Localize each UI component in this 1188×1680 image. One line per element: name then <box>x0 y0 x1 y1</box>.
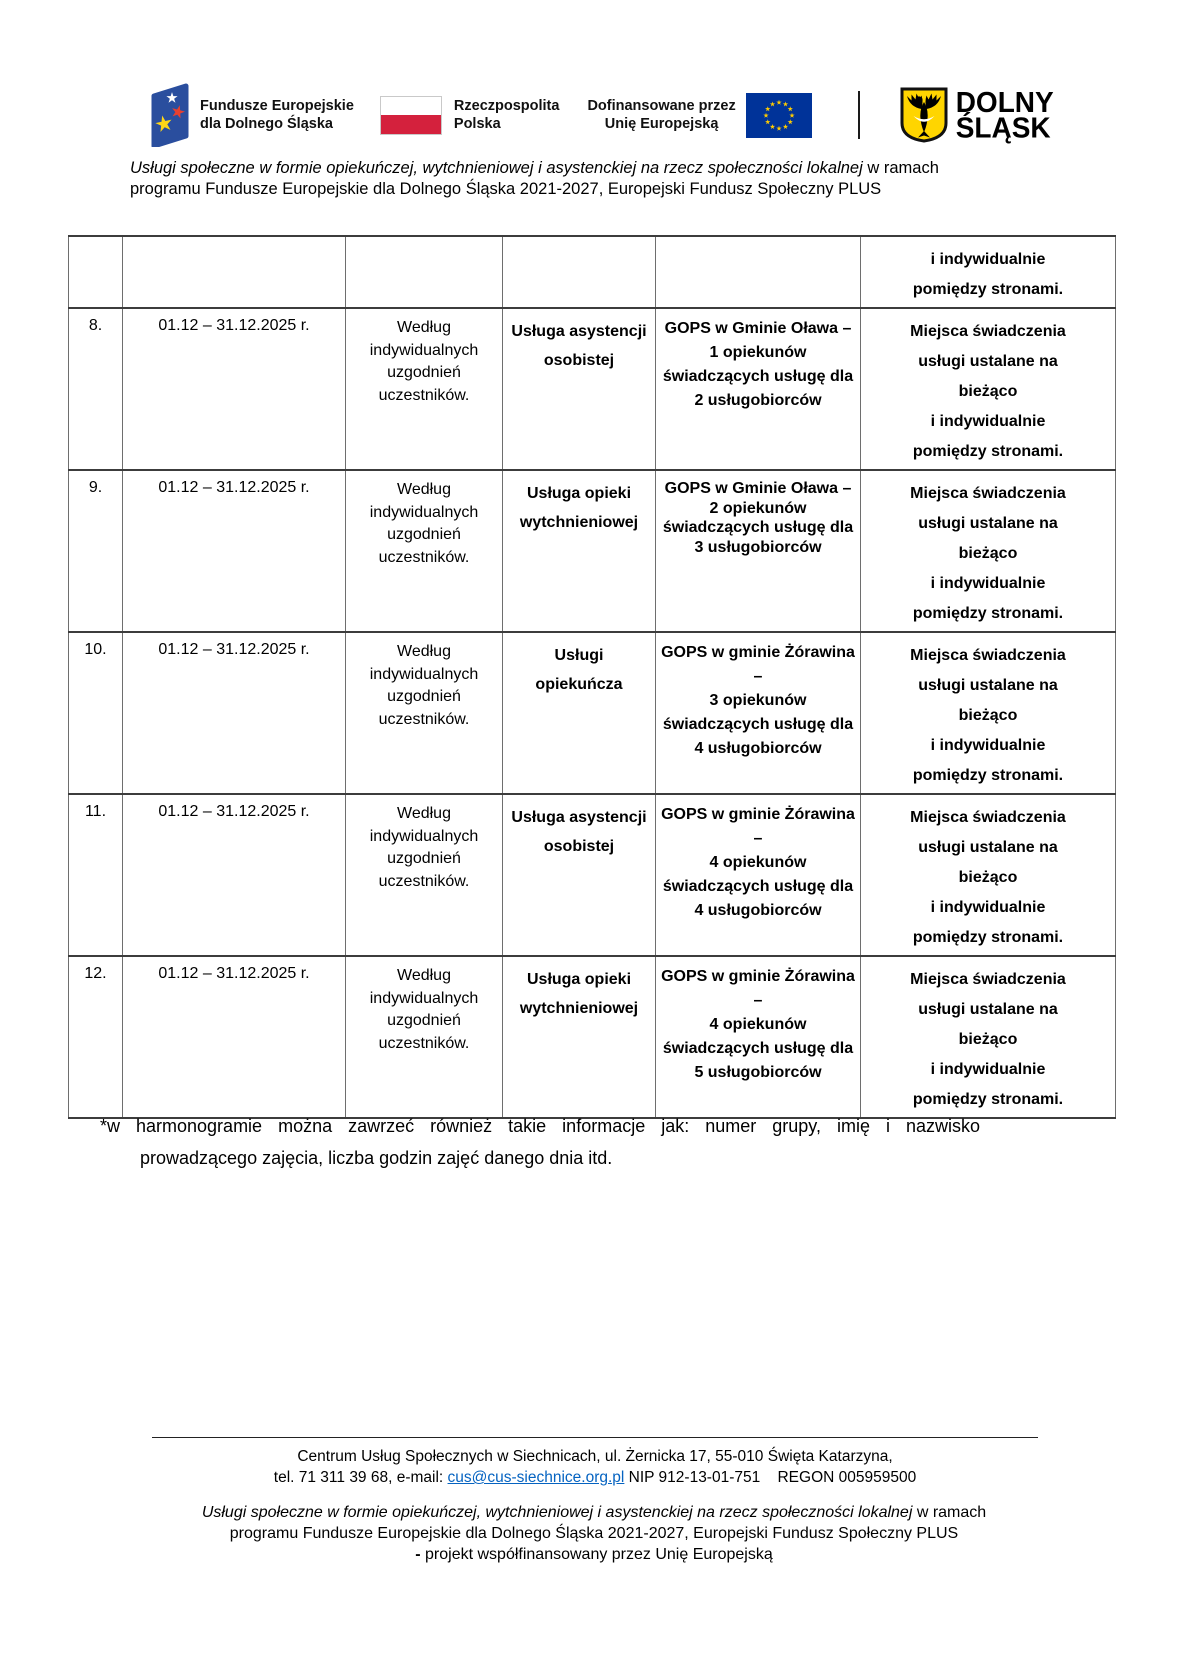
cell-line: usługi ustalane na <box>918 1001 1058 1018</box>
cell-line: indywidualnych <box>369 341 479 359</box>
cell-line: i indywidualnie <box>930 413 1046 430</box>
cell-line: bieżąco <box>958 869 1018 886</box>
cell-line: i indywidualnie <box>930 1061 1046 1078</box>
cell-line: uczestników. <box>378 710 470 728</box>
eu-funds-logo <box>148 83 354 147</box>
dolny-slask-logo <box>900 87 1054 143</box>
footer-contact-line <box>152 1467 1038 1488</box>
program-header-line1 <box>130 158 990 179</box>
cell-line: usługi ustalane na <box>918 515 1058 532</box>
cell-line: GOPS w gminie Żórawina <box>661 968 855 985</box>
schedule-table <box>68 235 1116 1119</box>
eu-cofunded-subtitle: Unię Europejską <box>604 116 719 132</box>
schedule-cell <box>346 956 503 1118</box>
program-title-italic: Usługi społeczne w formie opiekuńczej, wytchnieniowej i asystenckiej na rzecz społeczności lokalnej <box>130 159 863 177</box>
cell-line: 4 opiekunów <box>709 854 807 871</box>
header-logo-strip <box>148 82 1054 148</box>
cell-line: Według <box>397 319 451 336</box>
cell-line: wytchnieniowej <box>519 1000 639 1017</box>
cell-line: i indywidualnie <box>930 737 1046 754</box>
cell-line: bieżąco <box>958 707 1018 724</box>
cell-line: Miejsca świadczenia <box>910 323 1066 340</box>
cell-line: świadczących usługę dla <box>662 878 854 895</box>
dolny-slask-crest-icon <box>900 87 948 143</box>
row-number-cell: 11. <box>69 794 123 956</box>
cell-line: bieżąco <box>958 383 1018 400</box>
provider-cell <box>656 308 861 470</box>
cell-line: Usługa opieki <box>526 971 632 988</box>
provider-cell <box>656 632 861 794</box>
date-range-cell: 01.12 – 31.12.2025 r. <box>123 794 346 956</box>
cell-line: uczestników. <box>378 1034 470 1052</box>
cell-line: Miejsca świadczenia <box>910 485 1066 502</box>
cell-line: pomiędzy stronami. <box>912 929 1064 946</box>
carryover-service-cell <box>503 236 656 308</box>
date-range-cell: 01.12 – 31.12.2025 r. <box>123 308 346 470</box>
service-type-cell <box>503 308 656 470</box>
dolny-slask-title: DOLNY <box>955 86 1054 119</box>
eu-funds-flag-icon <box>148 83 190 147</box>
place-cell <box>861 794 1116 956</box>
carryover-place-cell <box>861 236 1116 308</box>
row-number-cell: 12. <box>69 956 123 1118</box>
provider-cell <box>656 956 861 1118</box>
cell-line: pomiędzy stronami. <box>912 281 1064 298</box>
cell-line: 3 usługobiorców <box>694 538 822 556</box>
service-type-cell <box>503 632 656 794</box>
cell-line: GOPS w gminie Żórawina <box>661 644 855 661</box>
footer-program <box>74 1502 1114 1565</box>
program-title-suffix: w ramach <box>862 159 939 177</box>
poland-logo-title: Rzeczpospolita <box>453 98 560 114</box>
carryover-provider-cell <box>656 236 861 308</box>
carryover-number-cell <box>69 236 123 308</box>
cell-line: usługi ustalane na <box>918 353 1058 370</box>
cell-line: Według <box>397 805 451 822</box>
cell-line: usługi ustalane na <box>918 839 1058 856</box>
cell-line: Usługa asystencji <box>511 323 647 340</box>
cell-line: uzgodnień <box>387 1012 461 1029</box>
cell-line: 3 opiekunów <box>709 692 807 709</box>
cell-line: pomiędzy stronami. <box>912 443 1064 460</box>
eu-cofunded-title: Dofinansowane przez <box>587 98 736 114</box>
cell-line: osobistej <box>543 838 615 855</box>
service-type-cell <box>503 470 656 632</box>
cell-line: indywidualnych <box>369 989 479 1007</box>
service-type-cell <box>503 794 656 956</box>
cell-line: indywidualnych <box>369 827 479 845</box>
cell-line: Miejsca świadczenia <box>910 809 1066 826</box>
cell-line: pomiędzy stronami. <box>912 605 1064 622</box>
eu-flag-icon <box>746 93 812 138</box>
footer-program-line1 <box>74 1502 1114 1523</box>
footer-divider <box>152 1437 1038 1438</box>
footer-phone-email-prefix: tel. 71 311 39 68, e-mail: <box>273 1469 448 1486</box>
provider-cell <box>656 794 861 956</box>
cell-line: bieżąco <box>958 545 1018 562</box>
poland-logo-subtitle: Polska <box>453 116 501 132</box>
cell-line: Według <box>397 643 451 660</box>
row-number-cell: 9. <box>69 470 123 632</box>
cell-line: indywidualnych <box>369 503 479 521</box>
table-row <box>69 470 1116 632</box>
cell-line: uzgodnień <box>387 526 461 543</box>
row-number-cell: 10. <box>69 632 123 794</box>
cell-line: GOPS w Gminie Oława – <box>664 320 852 337</box>
poland-logo <box>380 96 560 135</box>
cell-line: usługi ustalane na <box>918 677 1058 694</box>
schedule-cell <box>346 632 503 794</box>
cell-line: bieżąco <box>958 1031 1018 1048</box>
program-header-line2: programu Fundusze Europejskie dla Dolnego Śląska 2021-2027, Europejski Fundusz Społeczny PLUS <box>130 180 882 198</box>
cell-line: 4 usługobiorców <box>694 740 822 757</box>
cell-line: świadczących usługę dla <box>662 368 854 385</box>
footer-program-line2: programu Fundusze Europejskie dla Dolnego Śląska 2021-2027, Europejski Fundusz Społeczny PLUS <box>229 1525 959 1542</box>
place-cell <box>861 956 1116 1118</box>
cell-line: indywidualnych <box>369 665 479 683</box>
carryover-schedule-cell <box>346 236 503 308</box>
cell-line: 2 opiekunów <box>709 499 807 517</box>
cell-line: 1 opiekunów <box>709 344 807 361</box>
cell-line: Miejsca świadczenia <box>910 971 1066 988</box>
cell-line: 4 opiekunów <box>709 1016 807 1033</box>
cell-line: Według <box>397 967 451 984</box>
cell-line: świadczących usługę dla <box>662 716 854 733</box>
cell-line: Według <box>397 481 451 498</box>
cell-line: uzgodnień <box>387 688 461 705</box>
place-cell <box>861 470 1116 632</box>
cell-line: – <box>753 830 763 847</box>
footer-program-dash: - <box>415 1546 426 1563</box>
footer-program-italic: Usługi społeczne w formie opiekuńczej, wytchnieniowej i asystenckiej na rzecz społeczności lokalnej <box>201 1504 913 1521</box>
footer-contact <box>152 1446 1038 1488</box>
cell-line: i indywidualnie <box>930 899 1046 916</box>
schedule-cell <box>346 794 503 956</box>
footer-nip: NIP 912-13-01-751 <box>624 1469 761 1486</box>
schedule-cell <box>346 308 503 470</box>
program-header <box>130 158 990 200</box>
cell-line: – <box>753 992 763 1009</box>
schedule-cell <box>346 470 503 632</box>
cell-line: wytchnieniowej <box>519 514 639 531</box>
cell-line: GOPS w gminie Żórawina <box>661 806 855 823</box>
cell-line: uczestników. <box>378 386 470 404</box>
cell-line: 4 usługobiorców <box>694 902 822 919</box>
cell-line: 5 usługobiorców <box>694 1064 822 1081</box>
eu-cofunded-logo <box>587 93 811 138</box>
cell-line: opiekuńcza <box>535 676 623 693</box>
cell-line: i indywidualnie <box>930 575 1046 592</box>
footer-program-cofinance: projekt współfinansowany przez Unię Europejską <box>425 1546 773 1563</box>
footnote-line1: *w harmonogramie można zawrzeć również takie informacje jak: numer grupy, imię i nazwisko <box>100 1116 980 1136</box>
table-row <box>69 794 1116 956</box>
date-range-cell: 01.12 – 31.12.2025 r. <box>123 956 346 1118</box>
footer-address: Centrum Usług Społecznych w Siechnicach, ul. Żernicka 17, 55-010 Święta Katarzyna, <box>297 1448 893 1465</box>
email-link[interactable]: cus@cus-siechnice.org.pl <box>447 1469 625 1486</box>
cell-line: uzgodnień <box>387 850 461 867</box>
footer-program-line3 <box>74 1544 1114 1565</box>
cell-line: – <box>753 668 763 685</box>
header-divider <box>858 91 860 139</box>
cell-line: pomiędzy stronami. <box>912 1091 1064 1108</box>
footnote <box>100 1110 980 1174</box>
carryover-row <box>69 236 1116 308</box>
schedule-table-body <box>69 236 1116 1118</box>
footer-program-suffix: w ramach <box>912 1504 987 1521</box>
poland-flag-icon <box>380 96 442 135</box>
carryover-date-cell <box>123 236 346 308</box>
dolny-slask-subtitle: ŚLĄSK <box>955 111 1051 144</box>
cell-line: uczestników. <box>378 872 470 890</box>
date-range-cell: 01.12 – 31.12.2025 r. <box>123 470 346 632</box>
cell-line: świadczących usługę dla <box>662 1040 854 1057</box>
cell-line: 2 usługobiorców <box>694 392 822 409</box>
eu-funds-logo-subtitle: dla Dolnego Śląska <box>200 116 333 132</box>
cell-line: Usługa opieki <box>526 485 632 502</box>
cell-line: Usługa asystencji <box>511 809 647 826</box>
cell-line: uczestników. <box>378 548 470 566</box>
table-row <box>69 308 1116 470</box>
cell-line: świadczących usługę dla <box>662 519 854 536</box>
cell-line: Usługi <box>554 647 604 664</box>
cell-line: GOPS w Gminie Oława – <box>664 480 852 497</box>
service-type-cell <box>503 956 656 1118</box>
table-row <box>69 632 1116 794</box>
place-cell <box>861 308 1116 470</box>
footnote-line2: prowadzącego zajęcia, liczba godzin zajęć danego dnia itd. <box>140 1148 613 1168</box>
row-number-cell: 8. <box>69 308 123 470</box>
cell-line: uzgodnień <box>387 364 461 381</box>
eu-funds-logo-title: Fundusze Europejskie <box>200 98 354 114</box>
cell-line: i indywidualnie <box>930 251 1046 268</box>
cell-line: osobistej <box>543 352 615 369</box>
date-range-cell: 01.12 – 31.12.2025 r. <box>123 632 346 794</box>
cell-line: Miejsca świadczenia <box>910 647 1066 664</box>
footer-regon: REGON 005959500 <box>760 1469 917 1486</box>
place-cell <box>861 632 1116 794</box>
table-row <box>69 956 1116 1118</box>
provider-cell <box>656 470 861 632</box>
cell-line: pomiędzy stronami. <box>912 767 1064 784</box>
